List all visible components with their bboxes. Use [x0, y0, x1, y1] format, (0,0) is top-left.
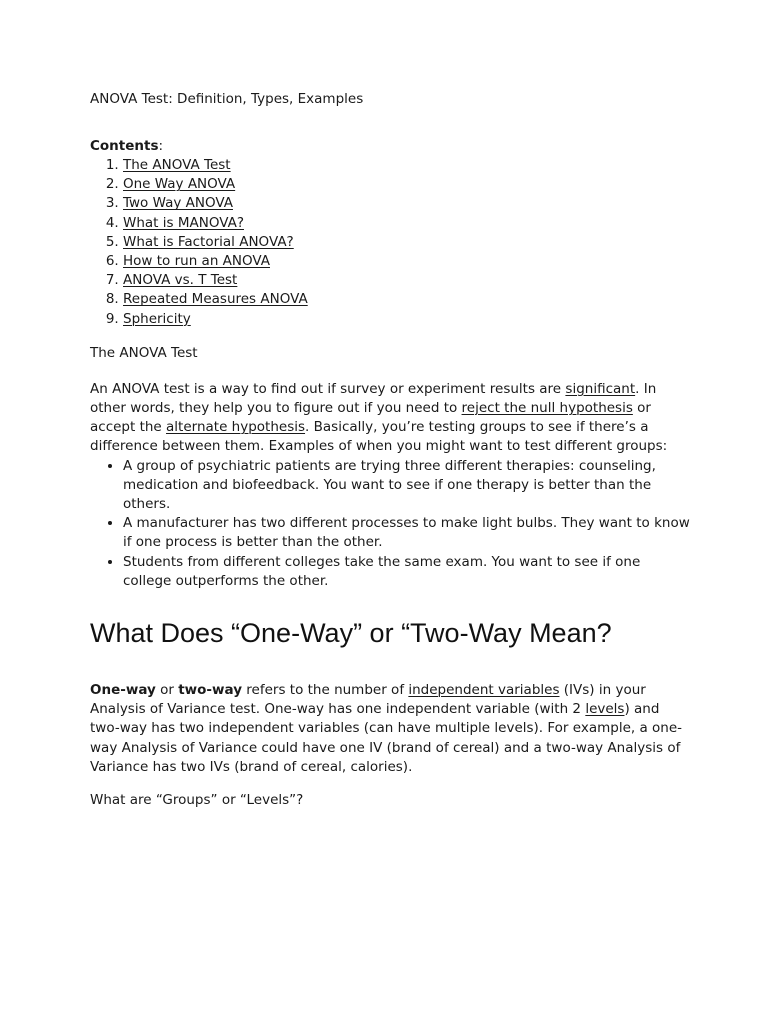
oneway-text: refers to the number of	[242, 681, 409, 698]
table-of-contents	[90, 156, 690, 329]
toc-link-two-way-anova[interactable]: Two Way ANOVA	[123, 195, 233, 212]
list-item: • A manufacturer has two different processes to make light bulbs. They want to know if one process is better than the other.	[123, 514, 690, 552]
toc-link-repeated-measures[interactable]: Repeated Measures ANOVA	[123, 291, 308, 308]
section-heading: What Does “One-Way” or “Two-Way Mean?	[90, 617, 612, 648]
document-title: ANOVA Test: Definition, Types, Examples	[90, 91, 364, 107]
contents-colon: :	[158, 138, 164, 154]
intro-text: An ANOVA test is a way to find out if survey or experiment results are	[90, 380, 566, 397]
intro-text: . Basically, you’re testing groups to see if there’s a difference between them. Examples of when you might want to test different groups:	[90, 419, 668, 455]
document-page	[90, 90, 690, 810]
toc-link-run-anova[interactable]: How to run an ANOVA	[123, 252, 270, 269]
toc-item	[123, 252, 690, 271]
examples-list	[90, 457, 690, 591]
toc-link-sphericity[interactable]: Sphericity	[123, 310, 191, 327]
toc-link-anova-test[interactable]: The ANOVA Test	[123, 157, 231, 173]
oneway-text: (IVs) in your Analysis of Variance test. One-way has one independent variable (with 2	[90, 681, 646, 718]
levels-link[interactable]: levels	[585, 701, 625, 718]
toc-link-manova[interactable]: What is MANOVA?	[123, 214, 244, 231]
toc-link-one-way-anova[interactable]: One Way ANOVA	[123, 176, 236, 193]
toc-item	[123, 290, 690, 309]
toc-item	[123, 233, 690, 252]
toc-item	[123, 194, 690, 213]
section-label: The ANOVA Test	[90, 344, 198, 361]
intro-text: or accept the	[90, 399, 651, 436]
independent-variables-link[interactable]: independent variables	[408, 681, 560, 698]
contents-heading	[90, 137, 690, 156]
list-item: • A group of psychiatric patients are trying three different therapies: counseling, medication and biofeedback. You want to see if one therapy is better than the others.	[123, 457, 690, 515]
contents-label: Contents	[90, 138, 159, 154]
intro-text: . In other words, they help you to figure out if you need to	[90, 380, 657, 416]
oneway-text: ) and two-way has two independent variables (can have multiple levels). For example, a one-way Analysis of Variance could have one IV (brand of cereal) and a two-way Analysis of Variance has two IVs (brand of cereal, calories).	[90, 701, 683, 775]
toc-item	[123, 156, 690, 175]
toc-link-anova-vs-t-test[interactable]: ANOVA vs. T Test	[123, 272, 238, 289]
reject-null-hypothesis-link[interactable]: reject the null hypothesis	[461, 399, 633, 416]
toc-item	[123, 271, 690, 290]
intro-paragraph	[90, 380, 690, 457]
oneway-text: or	[155, 681, 179, 698]
bold-term: two-way	[178, 681, 242, 698]
list-item: • Students from different colleges take the same exam. You want to see if one college outperforms the other.	[123, 553, 690, 591]
question-line: What are “Groups” or “Levels”?	[90, 791, 304, 808]
toc-link-factorial-anova[interactable]: What is Factorial ANOVA?	[123, 233, 294, 250]
toc-item	[123, 175, 690, 194]
significant-link[interactable]: significant	[565, 380, 636, 397]
oneway-paragraph	[90, 681, 690, 777]
toc-item	[123, 214, 690, 233]
bold-term: One-way	[90, 681, 156, 698]
alternate-hypothesis-link[interactable]: alternate hypothesis	[166, 419, 306, 436]
toc-item	[123, 310, 690, 329]
